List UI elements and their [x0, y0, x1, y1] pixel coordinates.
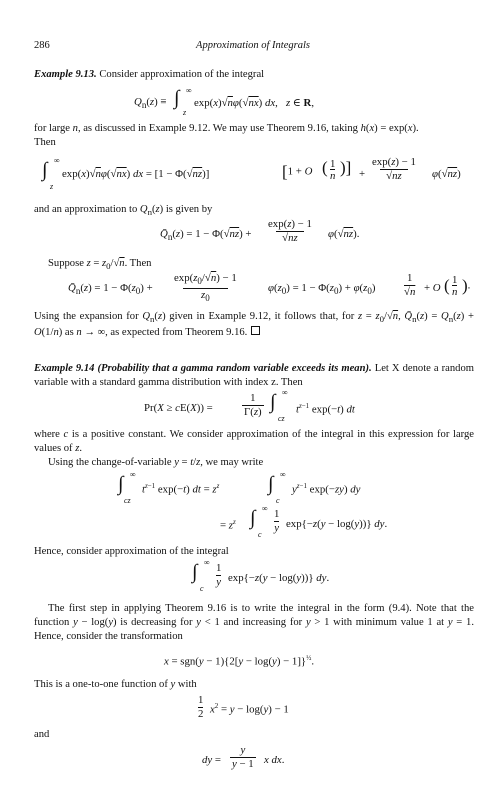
- example-9-14-intro: [34, 362, 474, 390]
- example-label: Example 9.13.: [34, 69, 97, 80]
- running-title: Approximation of Integrals: [196, 40, 310, 51]
- example-9-13-intro: [34, 68, 474, 82]
- paragraph-and: and: [34, 729, 50, 740]
- running-header: [34, 40, 472, 54]
- page-number: 286: [34, 40, 50, 51]
- book-page: 286 Approximation of Integrals Example 9.13. Consider approximation of the integral $Q_n(z)$ ≡ ∫ ∞ z exp(x)√nφ(√nx) dx, z ∈ R, for large n, as discussed in Example 9.12. We may use Theorem 9.16, taking h(x) = exp(x). Then ∫ ∞ z exp(x)√nφ(√nx) dx = [1 − Φ(√nz)] [1 + O ( 1 n )] + exp(z) − 1 √nz φ(√nz) and an approximation to $Q_n(z)$ is given by $Q̄_n(z) = 1 - \Phi(√nz)$ + exp(z) − 1 √nz φ(√nz). Suppose $z = z_0/√n$. Then $Q̄_n(z) = 1 - \Phi(z_0)$ + $\exp(z_0/√n) - 1$ $z_0$ $\varphi(z_0) = 1 - \Phi(z_0) + \varphi(z_0)$ 1 √n + O ( 1 n ). Using the expansion for $Q_n(z)$ given in Example 9.12, it follows that, for $z = z_0/√n$, $Q̄_n(z) = Q_n(z) + O(1/n)$ as n → ∞, as expected from Theorem 9.16. Example 9.14 (Probability that a gamma random variable exceeds its mean). Let X denote a random variable with a standard gamma distribution with index z. Then Pr(X ≥ cE(X)) = 1 Γ(z) ∫ ∞ cz $t^{z-1}$ exp(−t) dt where c is a positive constant. We consider approximation of the integral in this expression for large values of z. Using the change-of-variable y = t/z, we may write ∫ ∞ cz $t^{z-1}$ exp(−t) dt = $z^z$ ∫ ∞ c $y^{z-1}$ exp(−zy) dy = $z^z$ ∫ ∞ c 1 y exp{−z(y − log(y))} dy. Hence, consider approximation of the integral ∫ ∞ c 1 y exp{−z(y − log(y))} dy. The first step in applying Theorem 9.16 is to write the integral in the form (9.4). Note that the function y − log(y) is decreasing for y < 1 and increasing for y > 1 with minimum value 1 at y = 1. Hence, consider the transformation $x = sgn(y - 1)\{2[y - \log(y) - 1]\}^{\frac{1}{2}}$. This is a one-to-one function of y with 1 2 $x^2 = y - \log(y) - 1$ and dy = y y − 1 x dx.: [34, 40, 475, 770]
- paragraph-theorem-ref: for large n, as discussed in Example 9.12. We may use Theorem 9.16, taking h(x) = exp(x). Then: [34, 123, 419, 148]
- paragraph-conclusion: Using the expansion for $Q_n(z)$ given in Example 9.12, it follows that, for $z = z_0/√n$, $Q̄_n(z) = Q_n(z) + O(1/n)$ as n → ∞, as expected from Theorem 9.16.: [34, 311, 474, 339]
- intro-text: Consider approximation of the integral: [99, 69, 265, 80]
- paragraph-constant: where c is a positive constant. We consider approximation of the integral in this expression for large values of z.: [34, 429, 475, 454]
- qed-box-icon: [251, 326, 260, 335]
- paragraph-suppose: Suppose $z = z_0/√n$. Then: [48, 258, 152, 272]
- example-label: Example 9.14 (Probability that a gamma random variable exceeds its mean).: [34, 363, 372, 374]
- paragraph-approximation: and an approximation to $Q_n(z)$ is given by: [34, 204, 213, 218]
- paragraph-hence: Hence, consider approximation of the integral: [34, 546, 229, 557]
- paragraph-first-step: The first step in applying Theorem 9.16 is to write the integral in the form (9.4). Note that the function y − log(y) is decreasing for y < 1 and increasing for y > 1 with minimum value 1 at y = 1. Hence, consider the transformation: [34, 603, 474, 642]
- paragraph-one-to-one: This is a one-to-one function of y with: [34, 679, 197, 690]
- intro-text: Let X denote a random variable with a standard gamma distribution with index z. Then: [34, 363, 475, 388]
- paragraph-change-variable: Using the change-of-variable y = t/z, we may write: [48, 457, 264, 468]
